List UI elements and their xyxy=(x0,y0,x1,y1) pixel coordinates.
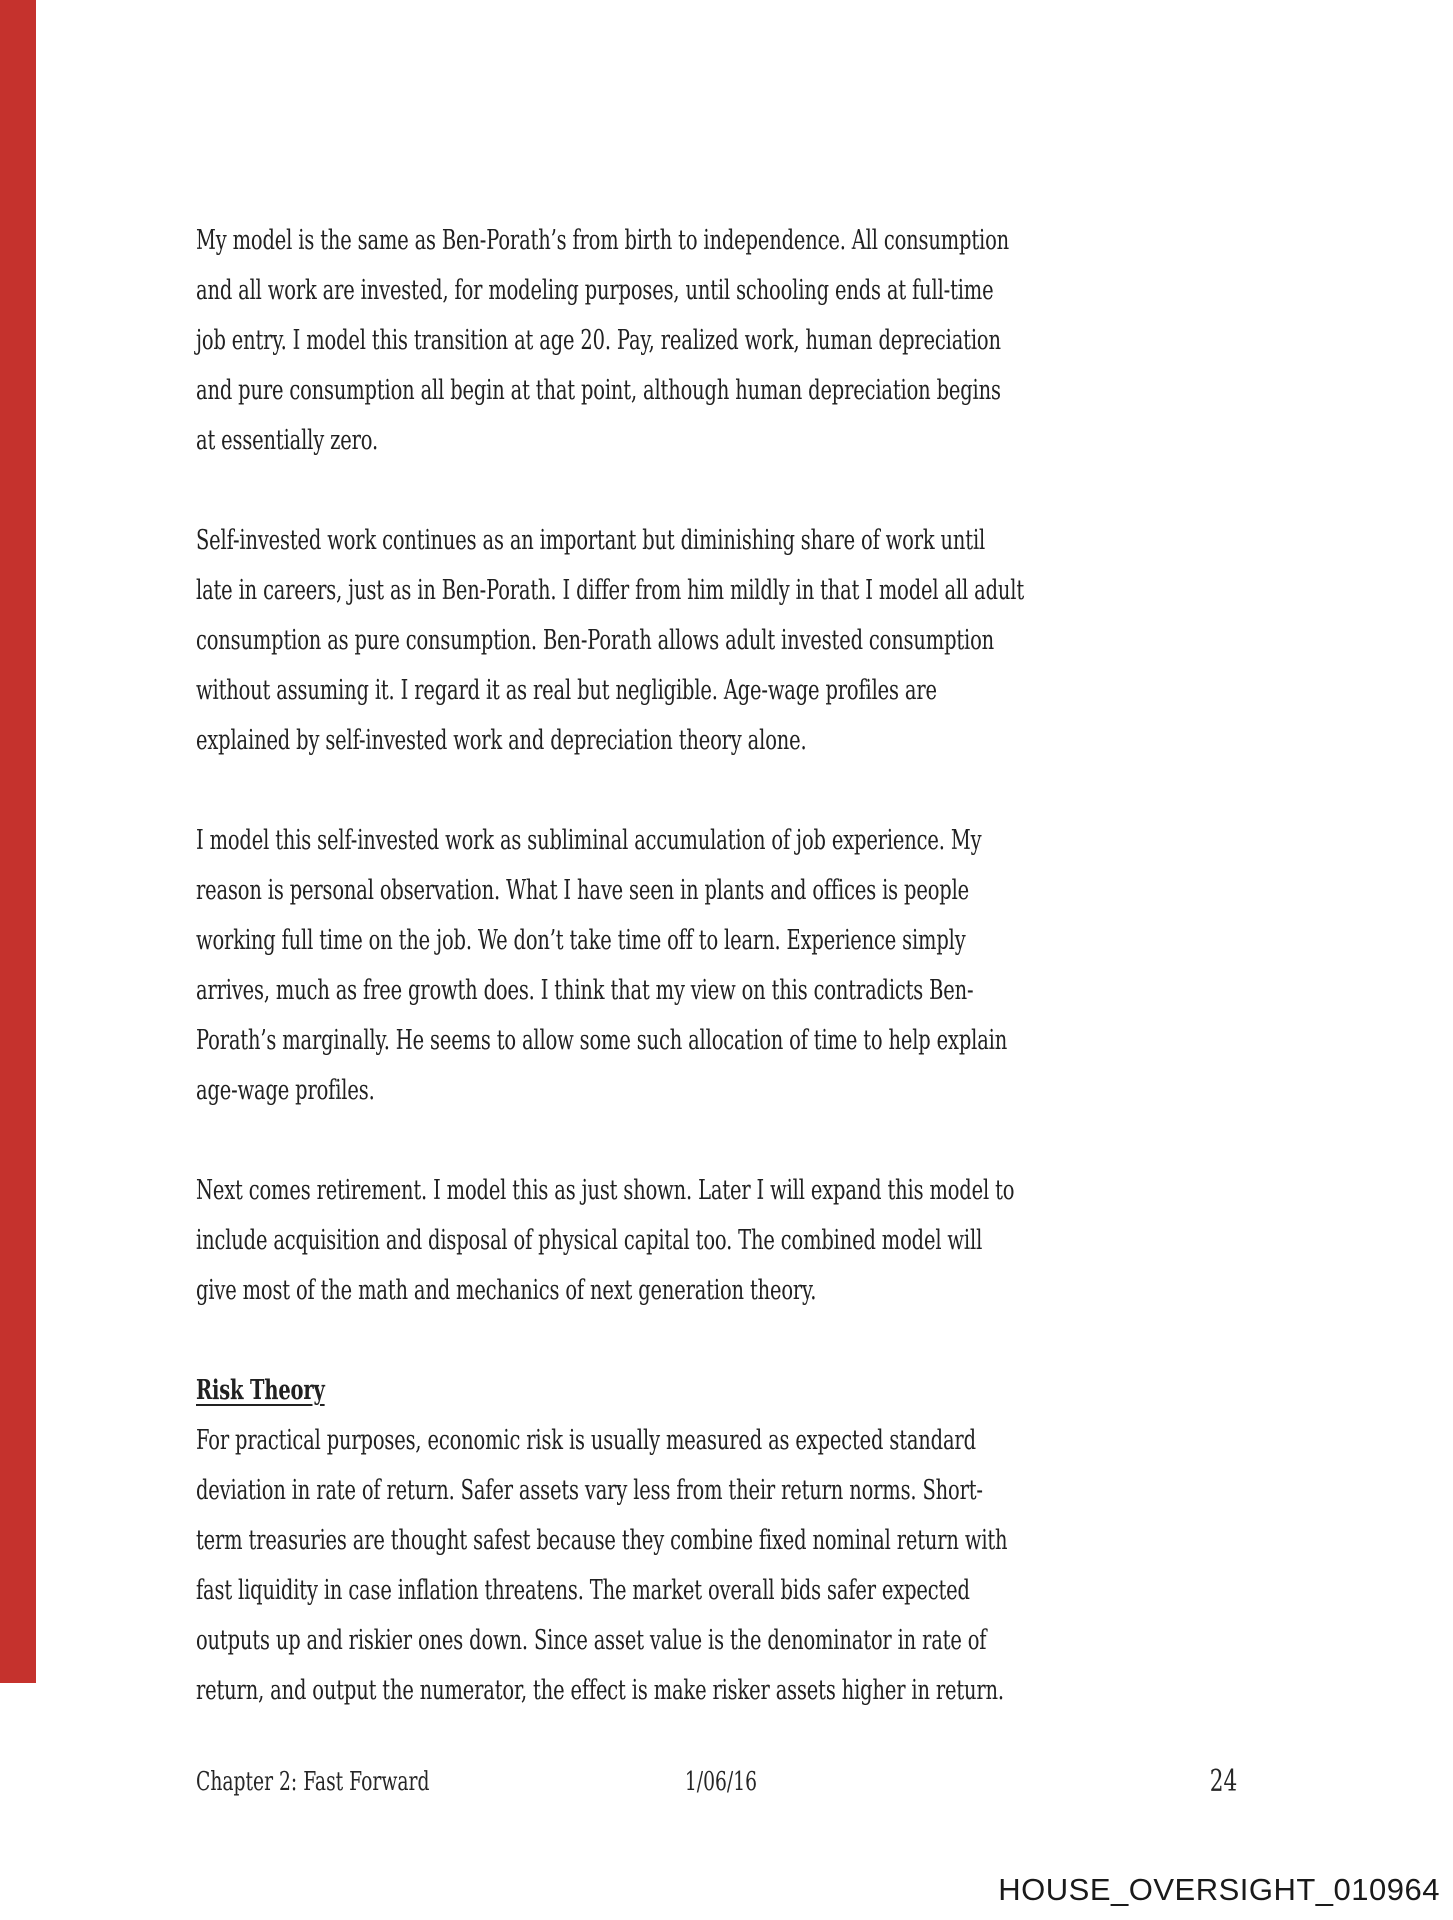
paragraph xyxy=(196,1416,1074,1716)
page-footer xyxy=(196,1757,1276,1807)
text-line: working full time on the job. We don’t take time off to learn. Experience simply xyxy=(196,925,966,956)
text-line: explained by self-invested work and depreciation theory alone. xyxy=(196,725,807,756)
section-heading-line xyxy=(196,1366,1074,1416)
text-line: include acquisition and disposal of physical capital too. The combined model will xyxy=(196,1225,983,1256)
text-line: Next comes retirement. I model this as just shown. Later I will expand this model to xyxy=(196,1175,1015,1206)
paragraph xyxy=(196,516,1074,766)
footer-chapter-label: Chapter 2: Fast Forward xyxy=(196,1767,430,1797)
document-paragraphs xyxy=(196,216,1074,1716)
text-line: Porath’s marginally. He seems to allow some such allocation of time to help explain xyxy=(196,1025,1008,1056)
text-line: consumption as pure consumption. Ben-Porath allows adult invested consumption xyxy=(196,625,995,656)
text-line: and all work are invested, for modeling purposes, until schooling ends at full-time xyxy=(196,275,994,306)
text-line: at essentially zero. xyxy=(196,425,378,456)
section-heading-text: Risk Theory xyxy=(196,1375,325,1406)
text-line: My model is the same as Ben-Porath’s from birth to independence. All consumption xyxy=(196,225,1010,256)
paragraph xyxy=(196,816,1074,1116)
paragraph xyxy=(196,216,1074,466)
red-edge-stripe xyxy=(0,0,36,1683)
bates-number: HOUSE_OVERSIGHT_010964 xyxy=(998,1872,1440,1907)
text-line: late in careers, just as in Ben-Porath. I differ from him mildly in that I model all adult xyxy=(196,575,1024,606)
text-line: deviation in rate of return. Safer assets vary less from their return norms. Short- xyxy=(196,1475,983,1506)
footer-date: 1/06/16 xyxy=(684,1767,758,1797)
text-line: fast liquidity in case inflation threatens. The market overall bids safer expected xyxy=(196,1575,970,1606)
text-line: return, and output the numerator, the effect is make risker assets higher in return. xyxy=(196,1675,1004,1706)
text-line: arrives, much as free growth does. I think that my view on this contradicts Ben- xyxy=(196,975,974,1006)
text-line: age-wage profiles. xyxy=(196,1075,375,1106)
text-line: without assuming it. I regard it as real but negligible. Age-wage profiles are xyxy=(196,675,937,706)
text-line: outputs up and riskier ones down. Since asset value is the denominator in rate of xyxy=(196,1625,987,1656)
text-line: and pure consumption all begin at that point, although human depreciation begins xyxy=(196,375,1001,406)
paragraph xyxy=(196,1166,1074,1316)
section-heading xyxy=(196,1366,1074,1416)
text-line: I model this self-invested work as subliminal accumulation of job experience. My xyxy=(196,825,982,856)
text-line: give most of the math and mechanics of next generation theory. xyxy=(196,1275,817,1306)
text-line: term treasuries are thought safest because they combine fixed nominal return with xyxy=(196,1525,1008,1556)
text-line: job entry. I model this transition at age 20. Pay, realized work, human depreciation xyxy=(196,325,1001,356)
text-line: For practical purposes, economic risk is usually measured as expected standard xyxy=(196,1425,976,1456)
page-number: 24 xyxy=(1209,1764,1238,1799)
text-line: Self-invested work continues as an important but diminishing share of work until xyxy=(196,525,986,556)
text-line: reason is personal observation. What I have seen in plants and offices is people xyxy=(196,875,970,906)
